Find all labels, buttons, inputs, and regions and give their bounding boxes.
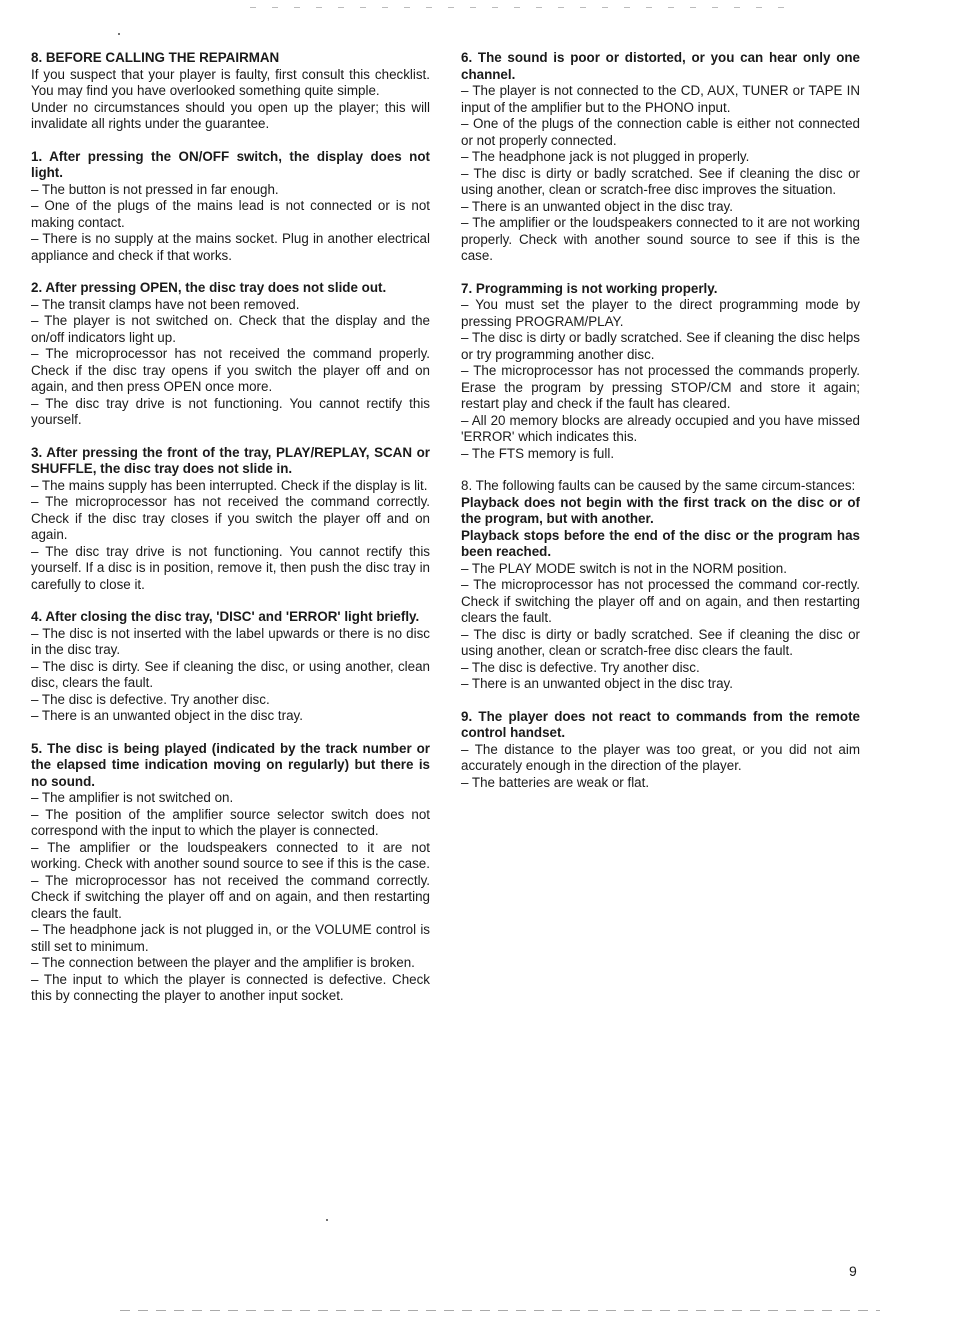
section-bold-line: Playback does not begin with the first track on the disc or of the program, but with another.	[461, 494, 860, 526]
section-heading: 3. After pressing the front of the tray, PLAY/REPLAY, SCAN or SHUFFLE, the disc tray does not slide in.	[31, 444, 430, 476]
checklist-item: – The player is not switched on. Check that the display and the on/off indicators light up.	[31, 313, 430, 345]
checklist-item: – The input to which the player is connected is defective. Check this by connecting the player to another input socket.	[31, 971, 430, 1003]
checklist-item: – All 20 memory blocks are already occupied and you have missed 'ERROR' which indicates this.	[461, 412, 860, 444]
checklist-item: – The mains supply has been interrupted. Check if the display is lit.	[31, 477, 428, 493]
checklist-item: – The disc is dirty or badly scratched. See if cleaning the disc or using another, clean or scratch-free disc clears the fault.	[461, 626, 860, 658]
troubleshooting-section	[461, 281, 860, 463]
section-heading: 7. Programming is not working properly.	[461, 280, 718, 296]
scan-artifact-bottom	[120, 1310, 880, 1311]
checklist-item: – There is an unwanted object in the disc tray.	[31, 708, 303, 723]
checklist-item: – The distance to the player was too great, or you did not aim accurately enough in the direction of the player.	[461, 741, 860, 773]
checklist-item: – The amplifier or the loudspeakers connected to it are not working. Check with another sound source to see if this is the case.	[31, 839, 430, 871]
troubleshooting-section	[31, 149, 430, 265]
section-intro: 8. The following faults can be caused by the same circum-stances:	[461, 478, 856, 493]
checklist-item: – The amplifier is not switched on.	[31, 790, 234, 805]
page-number: 9	[849, 1263, 857, 1279]
checklist-item: – The PLAY MODE switch is not in the NORM position.	[461, 560, 787, 576]
intro-paragraph: Under no circumstances should you open up the player; this will invalidate all rights under the guarantee.	[31, 99, 430, 131]
checklist-item: – The disc is dirty or badly scratched. See if cleaning the disc or using another, clean or scratch-free disc improves the situation.	[461, 165, 860, 197]
checklist-item: – The amplifier or the loudspeakers connected to it are not working properly. Check with another sound source to see if this is the case.	[461, 215, 860, 263]
section-heading: 1. After pressing the ON/OFF switch, the display does not light.	[31, 148, 430, 180]
checklist-item: – One of the plugs of the mains lead is not connected or is not making contact.	[31, 198, 430, 230]
right-column	[461, 50, 860, 807]
checklist-item: – The microprocessor has not processed the command cor-rectly. Check if switching the player off and on again, and then restarting clears the fault.	[461, 577, 860, 625]
left-sections	[31, 149, 430, 1005]
section-heading: 6. The sound is poor or distorted, or you can hear only one channel.	[461, 50, 860, 82]
troubleshooting-section	[31, 280, 430, 429]
intro	[31, 67, 430, 133]
checklist-item: – The disc tray drive is not functioning. You cannot rectify this yourself.	[31, 395, 430, 427]
scan-artifact-top	[250, 7, 790, 8]
section-heading: 2. After pressing OPEN, the disc tray does not slide out.	[31, 280, 387, 295]
left-column	[31, 50, 430, 1021]
section-heading: 5. The disc is being played (indicated by the track number or the elapsed time indication moving on regularly) but there is no sound.	[31, 740, 430, 789]
intro-paragraph: If you suspect that your player is faulty, first consult this checklist. You may find you have overlooked something quite simple.	[31, 66, 430, 98]
checklist-item: – The disc is dirty or badly scratched. See if cleaning the disc helps or try programming another disc.	[461, 330, 860, 362]
scan-dot	[326, 1219, 328, 1221]
section-bold-line: Playback stops before the end of the disc or the program has been reached.	[461, 527, 860, 559]
checklist-item: – The disc is defective. Try another disc.	[31, 691, 270, 707]
checklist-item: – There is an unwanted object in the disc tray.	[461, 676, 733, 691]
troubleshooting-section	[461, 478, 860, 693]
scan-dot	[118, 33, 120, 35]
checklist-item: – The microprocessor has not received the command correctly. Check if switching the player off and on again, and then restarting clears the fault.	[31, 872, 430, 921]
checklist-item: – The player is not connected to the CD, AUX, TUNER or TAPE IN input of the amplifier but to the PHONO input.	[461, 83, 860, 115]
checklist-item: – The microprocessor has not received the command correctly. Check if the disc tray closes if you switch the player off and on again.	[31, 494, 430, 542]
checklist-item: – The disc is not inserted with the label upwards or there is no disc in the disc tray.	[31, 625, 430, 657]
checklist-item: – The FTS memory is full.	[461, 445, 615, 461]
checklist-item: – The microprocessor has not processed the commands properly. Erase the program by pressing STOP/CM and store it again; restart play and check if the fault has cleared.	[461, 363, 860, 411]
checklist-item: – You must set the player to the direct programming mode by pressing PROGRAM/PLAY.	[461, 297, 860, 329]
checklist-item: – One of the plugs of the connection cable is either not connected or not properly connected.	[461, 116, 860, 148]
checklist-item: – There is no supply at the mains socket. Plug in another electrical appliance and check if that works.	[31, 231, 430, 263]
troubleshooting-section	[31, 741, 430, 1005]
checklist-item: – The headphone jack is not plugged in properly.	[461, 149, 750, 164]
checklist-item: – The disc is defective. Try another disc.	[461, 659, 700, 675]
section-heading: 9. The player does not react to commands from the remote control handset.	[461, 708, 860, 740]
troubleshooting-section	[461, 709, 860, 792]
troubleshooting-section	[461, 50, 860, 265]
checklist-item: – The disc is dirty. See if cleaning the disc, or using another, clean disc, clears the fault.	[31, 658, 430, 690]
page-title: 8. BEFORE CALLING THE REPAIRMAN	[31, 50, 280, 65]
checklist-item: – The connection between the player and the amplifier is broken.	[31, 955, 415, 970]
checklist-item: – The disc tray drive is not functioning. You cannot rectify this yourself. If a disc is in position, remove it, then push the disc tray in carefully to close it.	[31, 543, 430, 592]
section-heading: 4. After closing the disc tray, 'DISC' and 'ERROR' light briefly.	[31, 609, 420, 624]
troubleshooting-section	[31, 609, 430, 725]
right-sections	[461, 50, 860, 791]
checklist-item: – The position of the amplifier source selector switch does not correspond with the input to which the player is connected.	[31, 806, 430, 838]
checklist-item: – The microprocessor has not received the command properly. Check if the disc tray opens if you switch the player off and on again, and then press OPEN once more.	[31, 346, 430, 394]
troubleshooting-section	[31, 445, 430, 594]
checklist-item: – The transit clamps have not been removed.	[31, 296, 300, 312]
checklist-item: – The headphone jack is not plugged in, or the VOLUME control is still set to minimum.	[31, 922, 430, 954]
checklist-item: – The button is not pressed in far enough.	[31, 181, 279, 197]
checklist-item: – The batteries are weak or flat.	[461, 774, 650, 790]
checklist-item: – There is an unwanted object in the disc tray.	[461, 198, 733, 214]
